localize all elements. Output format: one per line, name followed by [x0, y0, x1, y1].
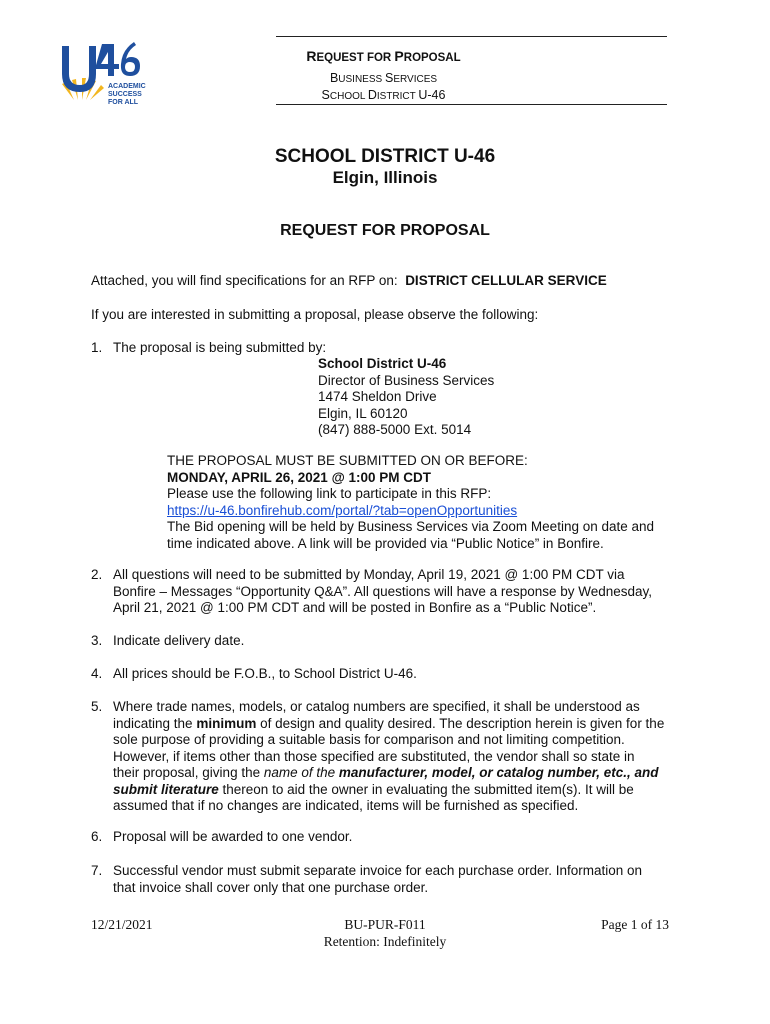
list-item-2 — [91, 567, 691, 617]
item5-line-1: Where trade names, models, or catalog numbers are specified, it shall be understood as — [113, 699, 640, 714]
item6-text: Proposal will be awarded to one vendor. — [113, 829, 353, 844]
item5-line-7: assumed that if no changes are indicated, items will be furnished as specified. — [113, 798, 579, 813]
item5-line-4: However, if items other than those specified are substituted, the vendor shall so state in — [113, 748, 635, 764]
address-line-1: Director of Business Services — [318, 372, 495, 388]
district-title: SCHOOL DISTRICT U-46 — [274, 146, 496, 167]
header-top-rule — [276, 36, 667, 37]
item5-line-2: indicating the minimum of design and quality desired. The description herein is given for the — [113, 715, 665, 731]
list-marker: 1. — [91, 340, 103, 355]
header-line2-cap-2: S — [384, 71, 394, 85]
list-marker: 7. — [91, 863, 103, 878]
deadline-block — [167, 453, 707, 552]
rfp-subject: DISTRICT CELLULAR SERVICE — [405, 273, 607, 288]
header-district — [276, 86, 491, 104]
list-item-4 — [91, 666, 691, 683]
address-name: School District U-46 — [318, 356, 447, 371]
footer-form — [285, 916, 485, 950]
header-title-cap-2: P — [394, 48, 404, 64]
list-item-5 — [91, 699, 691, 815]
header-line2-rest-2: ERVICES — [393, 74, 438, 85]
list-marker: 4. — [91, 666, 103, 681]
submitter-address — [318, 356, 494, 439]
attached-line — [91, 273, 607, 290]
address-phone: (847) 888-5000 Ext. 5014 — [318, 422, 472, 437]
header-title-rest-2: ROPOSAL — [403, 52, 461, 64]
logo-tagline-3: FOR ALL — [108, 99, 139, 104]
address-line-3: Elgin, IL 60120 — [318, 405, 408, 421]
header-title-rest-1: EQUEST FOR — [316, 52, 395, 64]
header-bottom-rule — [276, 104, 667, 105]
opening-line-1: The Bid opening will be held by Business Services via Zoom Meeting on date and — [167, 519, 655, 534]
item5-line-3: sole purpose of providing a suitable basis for comparison and not limiting competition. — [113, 732, 625, 747]
link-lead: Please use the following link to participate in this RFP: — [167, 486, 492, 501]
deadline-label: THE PROPOSAL MUST BE SUBMITTED ON OR BEFORE: — [167, 453, 528, 468]
list-marker: 3. — [91, 633, 103, 648]
item5-line-5: their proposal, giving the name of the manufacturer, model, or catalog number, etc., and — [113, 765, 659, 780]
attached-text: Attached, you will find specifications for an RFP on: — [91, 273, 398, 288]
logo-tagline-2: SUCCESS — [108, 91, 142, 98]
item3-text: Indicate delivery date. — [113, 633, 245, 648]
item7-line-2: that invoice shall cover only that one purchase order. — [113, 879, 429, 895]
item1-lead: The proposal is being submitted by: — [113, 340, 327, 355]
header-line3-cap-1: S — [321, 88, 330, 102]
header-title-cap-1: R — [306, 48, 317, 64]
header-line2-rest-1: USINESS — [338, 74, 385, 85]
item2-line-3: April 21, 2021 @ 1:00 PM CDT and will be posted in Bonfire as a “Public Notice”. — [113, 600, 597, 615]
location-title: Elgin, Illinois — [332, 168, 438, 187]
header-department — [276, 69, 491, 87]
retention-note: Retention: Indefinitely — [323, 934, 447, 949]
header-title — [276, 48, 491, 66]
observe-line: If you are interested in submitting a proposal, please observe the following: — [91, 307, 539, 322]
list-marker: 5. — [91, 699, 103, 714]
list-item-6 — [91, 829, 691, 846]
list-item-3 — [91, 633, 691, 650]
header-line3-rest-2: ISTRICT — [376, 91, 419, 102]
deadline-date: MONDAY, APRIL 26, 2021 @ 1:00 PM CDT — [167, 469, 432, 485]
logo-tagline-1: ACADEMIC — [108, 83, 146, 90]
page-number: Page 1 of 13 — [601, 917, 669, 932]
district-logo — [56, 38, 166, 104]
list-marker: 2. — [91, 567, 103, 582]
header-line2-cap-1: B — [329, 71, 339, 85]
item5-line-6: submit literature thereon to aid the owner in evaluating the submitted item(s). It will be — [113, 781, 634, 797]
minimum-emphasis: minimum — [196, 715, 257, 731]
address-line-2: 1474 Sheldon Drive — [318, 389, 437, 404]
u46-logo-icon — [56, 38, 166, 104]
footer-date: 12/21/2021 — [91, 917, 153, 932]
form-code: BU-PUR-F011 — [344, 917, 426, 932]
item4-text: All prices should be F.O.B., to School District U-46. — [113, 666, 417, 681]
bonfire-link[interactable]: https://u-46.bonfirehub.com/portal/?tab=openOpportunities — [167, 502, 518, 518]
item2-line-1: All questions will need to be submitted by Monday, April 19, 2021 @ 1:00 PM CDT via — [113, 567, 625, 582]
rfp-title: REQUEST FOR PROPOSAL — [280, 222, 490, 239]
opening-line-2: time indicated above. A link will be provided via “Public Notice” in Bonfire. — [167, 535, 604, 551]
item2-line-2: Bonfire – Messages “Opportunity Q&A”. All questions will have a response by Wednesday, — [113, 583, 653, 599]
list-item-7 — [91, 863, 691, 896]
item7-line-1: Successful vendor must submit separate invoice for each purchase order. Information on — [113, 863, 643, 878]
header-line3-cap-2: D — [367, 88, 377, 102]
list-marker: 6. — [91, 829, 103, 844]
header-line3-rest-1: CHOOL — [329, 91, 368, 102]
list-item-1 — [91, 340, 691, 357]
header-line3-cap-3: U-46 — [418, 88, 446, 102]
